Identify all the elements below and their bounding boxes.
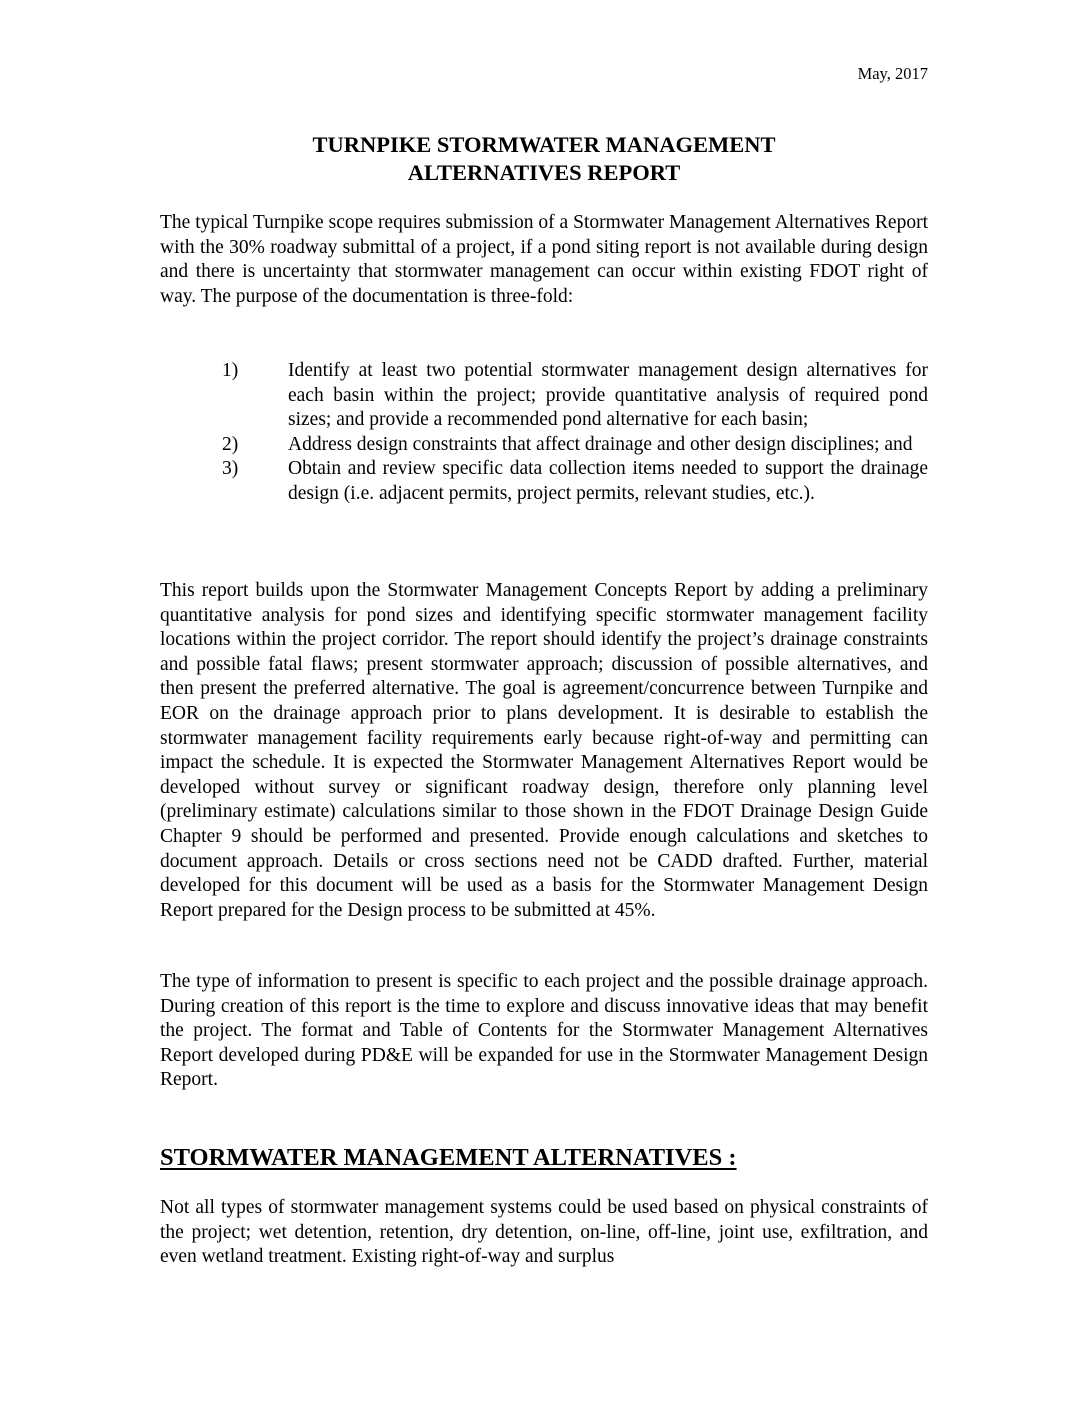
report-paragraph: This report builds upon the Stormwater Management Concepts Report by adding a preliminary quantitative analysis for pond sizes and identifying specific stormwater management facility locations within the project corridor. The report should identify the project’s drainage constraints and possible fatal flaws; present stormwater approach; discussion of possible alternatives, and then present the preferred alternative. The goal is agreement/concurrence between Turnpike and EOR on the drainage approach prior to plans development. It is desirable to establish the stormwater management facility requirements early because right-of-way and permitting can impact the schedule. It is expected the Stormwater Management Alternatives Report would be developed without survey or significant roadway design, therefore only planning level (preliminary estimate) calculations similar to those shown in the FDOT Drainage Design Guide Chapter 9 should be performed and presented. Provide enough calculations and sketches to document approach. Details or cross sections need not be CADD drafted. Further, material developed for this document will be used as a basis for the Stormwater Management Design Report prepared for the Design process to be submitted at 45%. (160, 580, 928, 921)
title-line-2: ALTERNATIVES REPORT (407, 160, 681, 185)
list-item-number: 3) (222, 458, 239, 480)
information-paragraph: The type of information to present is specific to each project and the possible drainage approach. During creation of this report is the time to explore and discuss innovative ideas that may benefit the project. The format and Table of Contents for the Stormwater Management Alternatives Report developed during PD&E will be expanded for use in the Stormwater Management Design Report. (160, 971, 928, 1091)
list-item-text: Identify at least two potential stormwater management design alternatives for each basin within the project; provide quantitative analysis of required pond sizes; and provide a recommended pond alternative for each basin; (288, 360, 928, 431)
section-heading: STORMWATER MANAGEMENT ALTERNATIVES : (160, 1144, 737, 1171)
report-date: May, 2017 (857, 64, 928, 83)
list-item (222, 457, 928, 506)
intro-paragraph: The typical Turnpike scope requires submission of a Stormwater Management Alternatives Report with the 30% roadway submittal of a project, if a pond siting report is not available during design and there is uncertainty that stormwater management can occur within existing FDOT right of way. The purpose of the documentation is three-fold: (160, 212, 928, 307)
list-item-text: Obtain and review specific data collection items needed to support the drainage design (i.e. adjacent permits, project permits, relevant studies, etc.). (288, 458, 928, 504)
title-line-1: TURNPIKE STORMWATER MANAGEMENT (312, 132, 776, 157)
list-item-text: Address design constraints that affect drainage and other design disciplines; and (288, 433, 913, 455)
list-item-number: 2) (222, 433, 239, 455)
list-item-number: 1) (222, 360, 239, 381)
page-title (0, 131, 1088, 187)
section-paragraph: Not all types of stormwater management systems could be used based on physical constraints of the project; wet detention, retention, dry detention, on-line, off-line, joint use, exfiltration, and even wetland treatment. Existing right-of-way and surplus (160, 1197, 928, 1268)
purpose-list (222, 359, 928, 507)
list-item (222, 359, 928, 433)
list-item (222, 433, 928, 458)
